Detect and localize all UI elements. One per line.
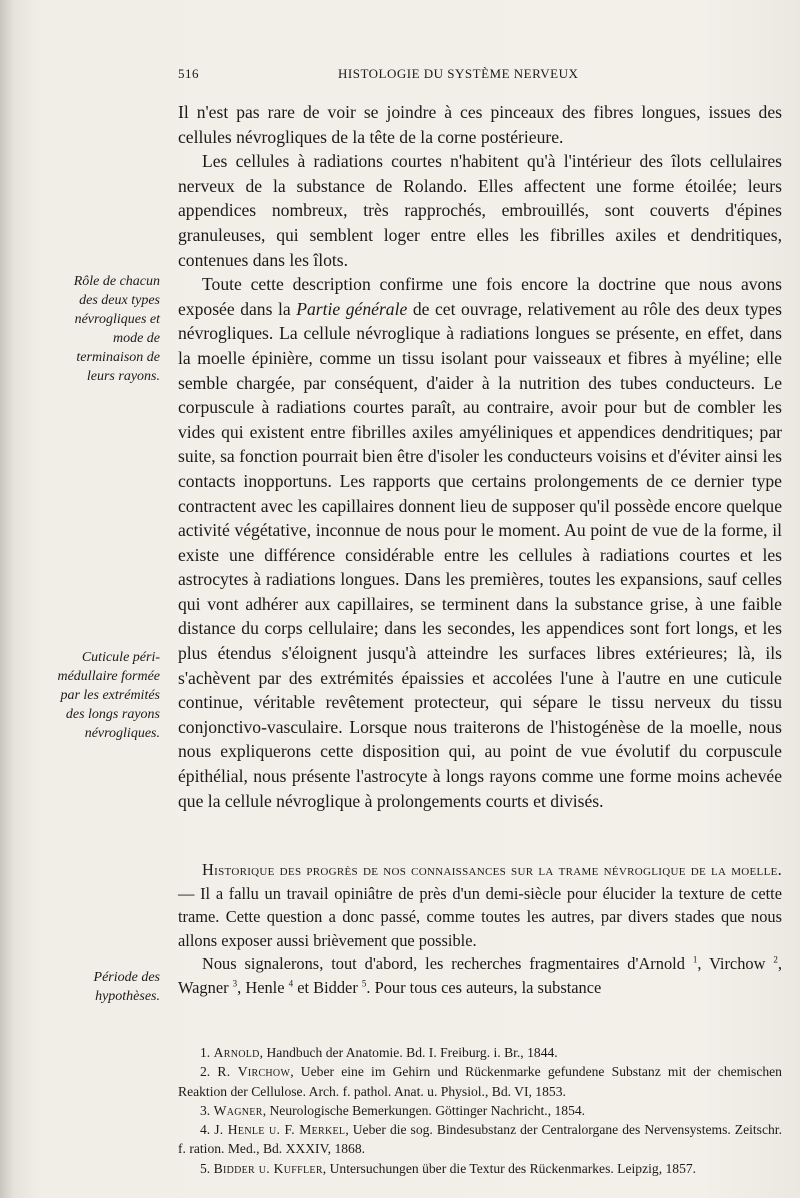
footnote-text: , Neurologische Bemerkungen. Göttinger Nachricht., 1854. (262, 1102, 586, 1118)
footnote-author: Bidder u. Kuffler (213, 1160, 323, 1176)
paragraph-text: de cet ouvrage, relativement au rôle des deux types névrogliques. La cellule névroglique à radiations longues se présente, en effet, dans la moelle épinière, comme un tissu isolant pour vaisseaux et fibres à myéline; elle semble chargée, par conséquent, d'aider à la nutrition des tubes conducteurs. Le corpuscule à radiations courtes paraît, au contraire, avoir pour but de combler les vides qui existent entre fibrilles axiles amyéliniques et appendices dendritiques; par suite, sa fonction pourrait bien être d'isoler les conducteurs voisins et d'éviter ainsi les contacts inopportuns. Les rapports que certains prolongements de ce dernier type contractent avec les capillaires donnent lieu de supposer qu'il possède encore quelque activité végétative, inconnue de nous pour le moment. Au point de vue de la forme, il existe une différence considérable entre les cellules à radiations courtes et les astrocytes à radiations longues. Dans les premières, toutes les expansions, sauf celles qui vont adhérer aux capillaires, se terminent dans la substance grise, à une faible distance du corps cellulaire; dans les secondes, les appendices sont fort longs, et les plus étendus s'éloignent jusqu'à atteindre les surfaces libres extérieures; là, ils s'achèvent par des extrémités épaissies et accolées l'une à l'autre en une cuticule continue, véritable revêtement protecteur, qui sépare le tissu nerveux du tissu conjonctivo-vasculaire. Lorsque nous traiterons de l'histogénèse de la moelle, nous nous expliquerons cette disposition qui, au point de vue évolutif du corpuscule épithélial, nous présente l'astrocyte à longs rayons comme une forme moins achevée que la cellule névroglique à prolongements courts et divisés. (178, 298, 782, 811)
footnote-number: 5. (200, 1160, 211, 1176)
paragraph-text: — Il a fallu un travail opiniâtre de près d'un demi-siècle pour élucider la texture de cette trame. Cette question a donc passé, comme toutes les autres, par divers stades que nous allons exposer aussi brièvement que possible. (178, 883, 782, 950)
footnote-text: , Ueber die sog. Bindesubstanz der Centralorgane des Nervensystems. Zeitschr. f. ration. Med., Bd. XXXIV, 1868. (178, 1122, 782, 1157)
footnote-number: 2. (200, 1064, 211, 1080)
author-name: Wagner (178, 977, 229, 997)
section-heading: Historique des progrès de nos connaissances sur la trame névroglique de la moelle. (202, 860, 782, 879)
margin-note-cuticule: Cuticule péri-médullaire formée par les extrémités des longs rayons névrogliques. (57, 650, 160, 741)
paragraph-text: Nous signalerons, tout d'abord, les recherches fragmentaires d'Arnold (202, 954, 685, 973)
author-name: Henle (245, 977, 285, 997)
footnote-ref[interactable]: 3 (232, 978, 238, 989)
margin-note-role: Rôle de chacun des deux types névrogliques et mode de terminaison de leurs rayons. (73, 274, 160, 384)
footnote-text: , Untersuchungen über die Textur des Rückenmarkes. Leipzig, 1857. (322, 1160, 697, 1176)
margin-note-periode: Période des hypothèses. (93, 970, 160, 1004)
footnote (178, 1062, 782, 1101)
main-text (178, 100, 782, 813)
author-name: Virchow (709, 954, 766, 973)
footnote-ref[interactable]: 5 (361, 978, 367, 989)
running-title: HISTOLOGIE DU SYSTÈME NERVEUX (338, 66, 579, 81)
footnote-author: R. Virchow (217, 1064, 291, 1080)
footnote-author: Arnold (213, 1045, 260, 1060)
footnote-ref[interactable]: 4 (288, 978, 294, 989)
paragraph-text: Pour tous ces auteurs, la substance (374, 977, 602, 997)
footnote-number: 1. (200, 1045, 211, 1060)
italic-reference: Partie générale (296, 298, 408, 319)
paragraph (178, 272, 782, 813)
footnote (178, 1043, 782, 1062)
footnote-number: 3. (200, 1102, 211, 1118)
footnote (178, 1120, 782, 1159)
footnote (178, 1159, 782, 1178)
paragraph (178, 858, 782, 952)
footnote-text: , Handbuch der Anatomie. Bd. I. Freiburg. i. Br., 1844. (259, 1045, 558, 1060)
paragraph: Il n'est pas rare de voir se joindre à ces pinceaux des fibres longues, issues des cellules névrogliques de la tête de la corne postérieure. (178, 102, 782, 147)
footnotes (178, 1043, 782, 1178)
paragraph-text: Toute cette description confirme une fois encore la doctrine que nous avons exposée dans la (178, 274, 782, 319)
historique-section (178, 858, 782, 999)
running-header (178, 66, 778, 86)
footnote-number: 4. (200, 1122, 211, 1138)
paragraph: Nous signalerons, tout d'abord, les recherches fragmentaires d'Arnold $^1$, Virchow $^2$, Wagner $^3$, Henle $^4$ et Bidder $^5$. Pour tous ces auteurs, la substance (178, 954, 782, 997)
footnote-author: J. Henle u. F. Merkel (214, 1122, 346, 1138)
author-name: et Bidder (297, 977, 358, 997)
footnote (178, 1101, 782, 1120)
paragraph: Les cellules à radiations courtes n'habitent qu'à l'intérieur des îlots cellulaires nerveux de la substance de Rolando. Elles affectent une forme étoilée; leurs appendices nombreux, très rapprochés, embrouillés, sont couverts d'épines granuleuses, qui semblent loger entre elles les fibrilles axiles et dendritiques, contenues dans les îlots. (178, 151, 782, 270)
page-number: 516 (178, 66, 199, 81)
footnote-text: , Ueber eine im Gehirn und Rückenmarke gefundene Substanz mit der chemischen Reaktion der Cellulose. Arch. f. pathol. Anat. u. Physiol., Bd. VI, 1853. (178, 1064, 782, 1099)
footnote-ref[interactable]: 1 (692, 954, 698, 965)
footnote-author: Wagner (213, 1102, 263, 1118)
footnote-ref[interactable]: 2 (773, 954, 778, 965)
